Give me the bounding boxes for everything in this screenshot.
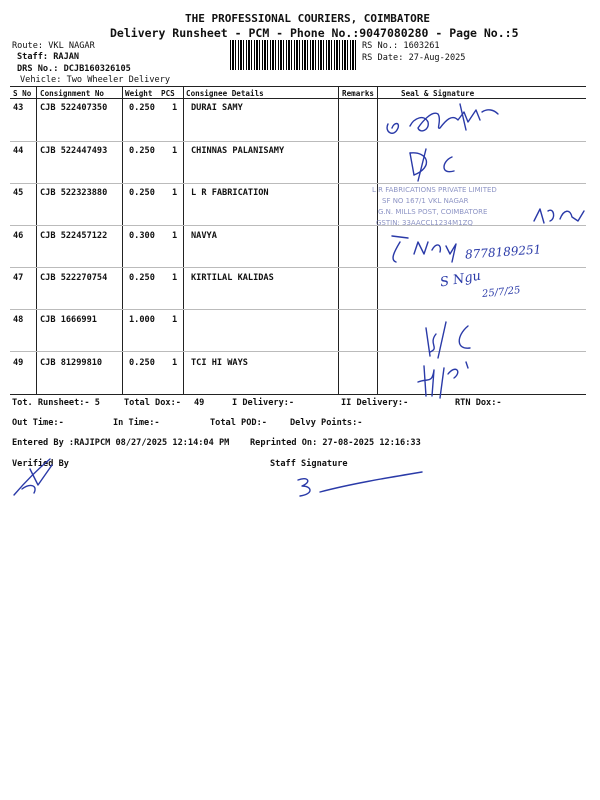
table-bottom-border [10,394,586,395]
out-time: Out Time:- [12,418,64,428]
stamp-line: L R FABRICATIONS PRIVATE LIMITED [372,186,497,194]
col-divider [183,86,184,394]
stamp-line: SF NO 167/1 VKL NAGAR [382,197,469,205]
row-separator [10,267,586,268]
row-separator [10,351,586,352]
col-divider [122,86,123,394]
i-delivery: I Delivery:- [232,398,295,408]
row-separator [10,309,586,310]
staff-label: Staff: RAJAN [17,52,80,62]
row-separator [10,225,586,226]
verified-by-signature [8,455,68,503]
row-weight: 0.250 [129,103,155,113]
company-title: THE PROFESSIONAL COURIERS, COIMBATORE [185,12,431,25]
ii-delivery: II Delivery:- [341,398,409,408]
signature-row-48 [418,316,488,360]
col-header-consignment: Consignment No [40,89,105,98]
signature-row-45 [530,205,590,229]
signature-row-44 [400,145,480,185]
row-sno: 49 [13,358,24,368]
col-header-consignee: Consignee Details [186,89,264,98]
row-pcs: 1 [172,188,178,198]
staff-signature: Staff Signature [270,459,348,469]
handwritten-phone: 8778189251 [464,242,542,262]
row-sno: 44 [13,146,24,156]
row-consignee: CHINNAS PALANISAMY [191,146,285,156]
row-pcs: 1 [172,315,178,325]
row-consignment: CJB 522457122 [40,231,108,241]
tot-runsheet: Tot. Runsheet:- 5 [12,398,100,408]
handwritten-name: S Ngu [439,268,483,291]
row-sno: 48 [13,315,24,325]
row-consignment: CJB 522407350 [40,103,108,113]
row-consignment: CJB 1666991 [40,315,97,325]
vehicle-label: Vehicle: Two Wheeler Delivery [20,75,171,85]
col-divider [36,86,37,394]
col-header-sno: S No [13,89,32,98]
row-consignee: DURAI SAMY [191,103,243,113]
row-consignee: NAVYA [191,231,217,241]
row-weight: 0.250 [129,146,155,156]
row-weight: 0.250 [129,188,155,198]
rs-date: RS Date: 27-Aug-2025 [362,53,466,63]
reprinted-on: Reprinted On: 27-08-2025 12:16:33 [250,438,421,448]
row-sno: 43 [13,103,24,113]
row-pcs: 1 [172,231,178,241]
row-weight: 0.250 [129,273,155,283]
total-dox-value: 49 [194,398,205,408]
route-label: Route: VKL NAGAR [12,41,95,51]
row-weight: 0.250 [129,358,155,368]
stamp-line: GSTIN: 33AACCL1234M1ZQ [376,219,473,227]
row-sno: 45 [13,188,24,198]
col-divider [338,86,339,394]
in-time: In Time:- [113,418,160,428]
rs-number: RS No.: 1603261 [362,41,440,51]
verified-by: Verified By [12,459,69,469]
total-dox-label: Total Dox:- [124,398,181,408]
row-pcs: 1 [172,273,178,283]
row-weight: 1.000 [129,315,155,325]
col-header-pcs: PCS [161,89,175,98]
col-header-weight: Weight [125,89,153,98]
barcode [230,40,358,70]
stamp-line: G.N. MILLS POST, COIMBATORE [378,208,488,216]
header-bottom-border [10,98,586,99]
staff-signature-mark [290,470,430,500]
row-consignee: L R FABRICATION [191,188,269,198]
row-consignment: CJB 522323880 [40,188,108,198]
runsheet-title: Delivery Runsheet - PCM - Phone No.:9047080280 - Page No.:5 [110,26,519,40]
table-top-border [10,86,586,87]
row-consignee: TCI HI WAYS [191,358,248,368]
total-pod: Total POD:- [210,418,267,428]
handwritten-date: 25/7/25 [481,285,522,300]
signature-row-46 [380,232,470,266]
row-pcs: 1 [172,146,178,156]
row-sno: 47 [13,273,24,283]
row-consignment: CJB 522447493 [40,146,108,156]
col-header-seal: Seal & Signature [401,89,475,98]
signature-row-43 [380,100,510,142]
entered-by: Entered By :RAJIPCM 08/27/2025 12:14:04 PM [12,438,230,448]
row-consignment: CJB 81299810 [40,358,103,368]
delvy-points: Delvy Points:- [290,418,363,428]
row-separator [10,183,586,184]
signature-row-49 [412,358,482,402]
row-sno: 46 [13,231,24,241]
row-pcs: 1 [172,358,178,368]
row-consignment: CJB 522270754 [40,273,108,283]
row-consignee: KIRTILAL KALIDAS [191,273,274,283]
row-pcs: 1 [172,103,178,113]
drs-number: DRS No.: DCJB160326105 [17,64,131,74]
col-header-remarks: Remarks [342,89,375,98]
rtn-dox: RTN Dox:- [455,398,502,408]
row-weight: 0.300 [129,231,155,241]
col-divider [377,86,378,394]
